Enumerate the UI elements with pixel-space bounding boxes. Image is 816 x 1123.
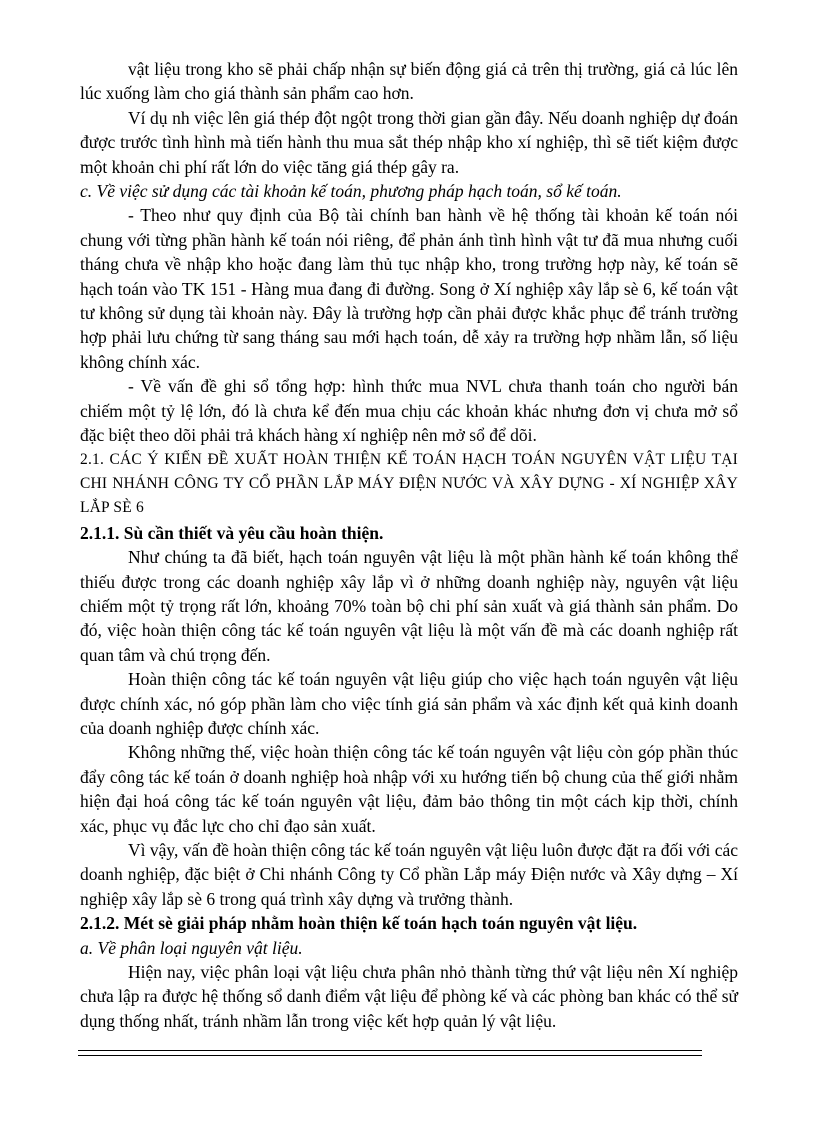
paragraph: vật liệu trong kho sẽ phải chấp nhận sự biến động giá cả trên thị trường, giá cả lúc lên lúc xuống làm cho giá thành sản phẩm cao hơn.	[80, 59, 738, 104]
paragraph: - Theo như quy định của Bộ tài chính ban hành về hệ thống tài khoản kế toán nói chung với từng phần hành kế toán nói riêng, để phản ánh tình hình vật tư đã mua nhưng cuối tháng chưa về nhập kho hoặc đang làm thủ tục nhập kho, trong trường hợp này, kế toán sẽ hạch toán vào TK 151 - Hàng mua đang đi đường. Song ở Xí nghiệp xây lắp sè 6, kế toán vật tư không sử dụng tài khoản này. Đây là trường hợp cần phải được khắc phục để tránh trường hợp phải lưu chứng từ sang tháng sau mới hạch toán, dễ xảy ra trường hợp nhầm lẫn, số liệu không chính xác.	[80, 205, 738, 372]
paragraph: Hiện nay, việc phân loại vật liệu chưa phân nhỏ thành từng thứ vật liệu nên Xí nghiệp chưa lập ra được hệ thống sổ danh điểm vật liệu để phòng kế và các phòng ban khác có thể sử dụng thống nhất, tránh nhầm lẫn trong việc kết hợp quản lý vật liệu.	[80, 962, 738, 1031]
paragraph: Như chúng ta đã biết, hạch toán nguyên vật liệu là một phần hành kế toán không thể thiếu được trong các doanh nghiệp xây lắp vì ở những doanh nghiệp này, nguyên vật liệu chiếm một tỷ trọng rất lớn, khoảng 70% toàn bộ chi phí sản xuất và giá thành sản phẩm. Do đó, việc hoàn thiện công tác kế toán nguyên vật liệu là một vấn đề mà các doanh nghiệp rất quan tâm và chú trọng đến.	[80, 547, 738, 665]
paragraph: - Về vấn đề ghi sổ tổng hợp: hình thức mua NVL chưa thanh toán cho người bán chiếm một tỷ lệ lớn, đó là chưa kể đến mua chịu các khoản khác nhưng đơn vị chưa mở sổ đặc biệt theo dõi phải trả khách hàng xí nghiệp nên mở sổ để dõi.	[80, 376, 738, 446]
section-heading: 2.1. CÁC Ý KIẾN ĐỀ XUẤT HOÀN THIỆN KẾ TOÁN HẠCH TOÁN NGUYÊN VẬT LIỆU TẠI CHI NHÁNH CÔNG TY CỔ PHẦN LẮP MÁY ĐIỆN NƯỚC VÀ XÂY DỰNG - XÍ NGHIỆP XÂY LẮP SÈ 6	[80, 450, 738, 517]
paragraph: Vì vậy, vấn đề hoàn thiện công tác kế toán nguyên vật liệu luôn được đặt ra đối với các doanh nghiệp, đặc biệt ở Chi nhánh Công ty Cổ phần Lắp máy Điện nước và Xây dựng – Xí nghiệp xây lắp sè 6 trong quá trình xây dựng và trưởng thành.	[80, 840, 738, 909]
paragraph: Ví dụ nh việc lên giá thép đột ngột trong thời gian gần đây. Nếu doanh nghiệp dự đoán được trước tình hình mà tiến hành thu mua sắt thép nhập kho xí nghiệp, thì sẽ tiết kiệm được một khoản chi phí rất lớn do việc tăng giá thép gây ra.	[80, 107, 738, 177]
paragraph: Hoàn thiện công tác kế toán nguyên vật liệu giúp cho việc hạch toán nguyên vật liệu được chính xác, nó góp phần làm cho việc tính giá sản phẩm và xác định kết quả kinh doanh của doanh nghiệp được chính xác.	[80, 669, 738, 738]
footer-double-rule	[78, 1050, 702, 1056]
paragraph: Không những thế, việc hoàn thiện công tác kế toán nguyên vật liệu còn góp phần thúc đẩy công tác kế toán ở doanh nghiệp hoà nhập với xu hướng tiến bộ chung của thế giới nhằm hiện đại hoá công tác kế toán nguyên vật liệu, đảm bảo thông tin một cách kịp thời, chính xác, phục vụ đắc lực cho chỉ đạo sản xuất.	[80, 742, 738, 836]
subsection-title: 2.1.2. Mét sè giải pháp nhằm hoàn thiện kế toán hạch toán nguyên vật liệu.	[80, 913, 638, 934]
subsection-heading: a. Về phân loại nguyên vật liệu.	[80, 937, 303, 958]
subsection-title: 2.1.1. Sù cần thiết và yêu cầu hoàn thiện.	[80, 522, 384, 543]
document-body	[80, 57, 738, 1033]
subsection-heading: c. Về việc sử dụng các tài khoản kế toán, phương pháp hạch toán, sổ kế toán.	[80, 181, 622, 202]
